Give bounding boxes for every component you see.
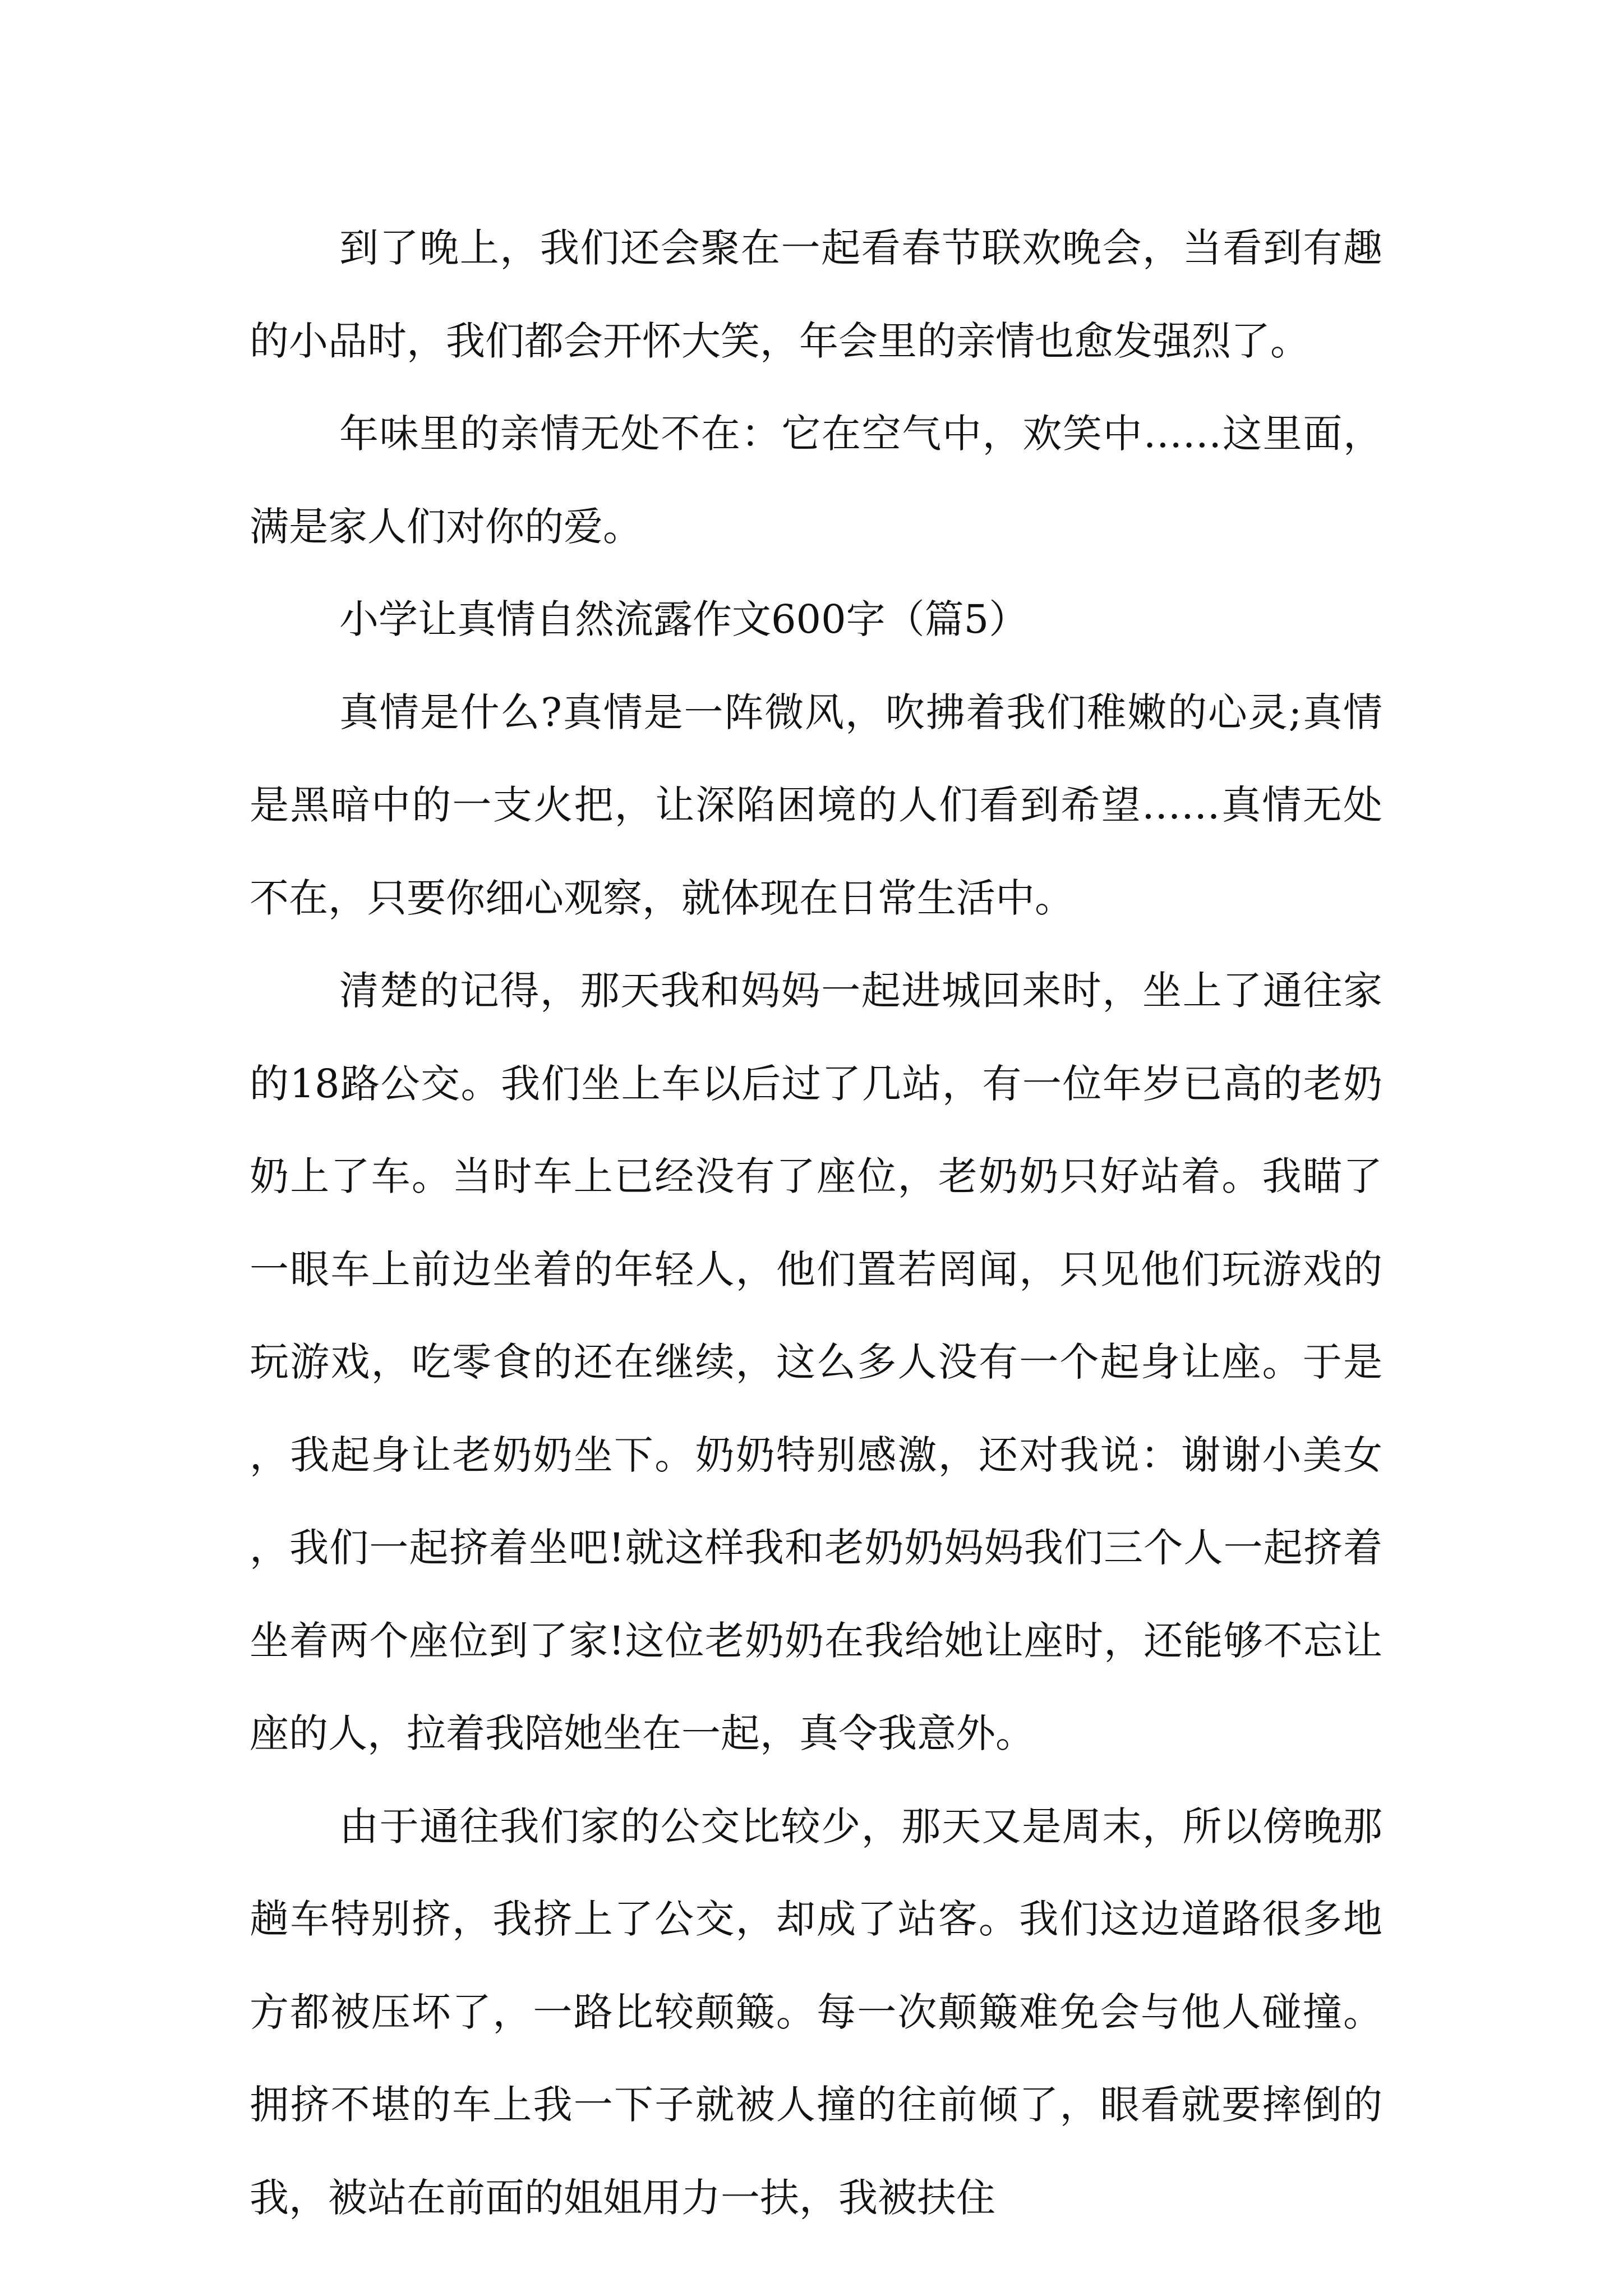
paragraph-crowded-bus: 由于通往我们家的公交比较少，那天又是周末，所以傍晚那趟车特别挤，我挤上了公交，却成了站客。我们这边道路很多地方都被压坏了，一路比较颠簸。每一次颠簸难免会与他人碰撞。拥挤不堪的车上我一下子就被人撞的往前倾了，眼看就要摔倒的我，被站在前面的姐姐用力一扶，我被扶住 bbox=[250, 1803, 1382, 2221]
paragraph-bus-18-story: 清楚的记得，那天我和妈妈一起进城回来时，坐上了通往家的18路公交。我们坐上车以后过了几站，有一位年岁已高的老奶奶上了车。当时车上已经没有了座位，老奶奶只好站着。我瞄了一眼车上前边坐着的年轻人，他们置若罔闻，只见他们玩游戏的玩游戏，吃零食的还在继续，这么多人没有一个起身让座。于是，我起身让老奶奶坐下。奶奶特别感激，还对我说：谢谢小美女，我们一起挤着坐吧!就这样我和老奶奶妈妈我们三个人一起挤着坐着两个座位到了家!这位老奶奶在我给她让座时，还能够不忘让座的人，拉着我陪她坐在一起，真令我意外。 bbox=[250, 968, 1382, 1756]
paragraph-evening-gala: 到了晚上，我们还会聚在一起看春节联欢晚会，当看到有趣的小品时，我们都会开怀大笑，年会里的亲情也愈发强烈了。 bbox=[250, 225, 1382, 364]
paragraph-new-year-affection: 年味里的亲情无处不在：它在空气中，欢笑中……这里面，满是家人们对你的爱。 bbox=[250, 411, 1382, 550]
document-body bbox=[250, 202, 1382, 2244]
paragraph-what-is-true-feeling: 真情是什么?真情是一阵微风，吹拂着我们稚嫩的心灵;真情是黑暗中的一支火把，让深陷困境的人们看到希望……真情无处不在，只要你细心观察，就体现在日常生活中。 bbox=[250, 689, 1382, 921]
essay-title: 小学让真情自然流露作文600字（篇5） bbox=[339, 596, 1029, 642]
